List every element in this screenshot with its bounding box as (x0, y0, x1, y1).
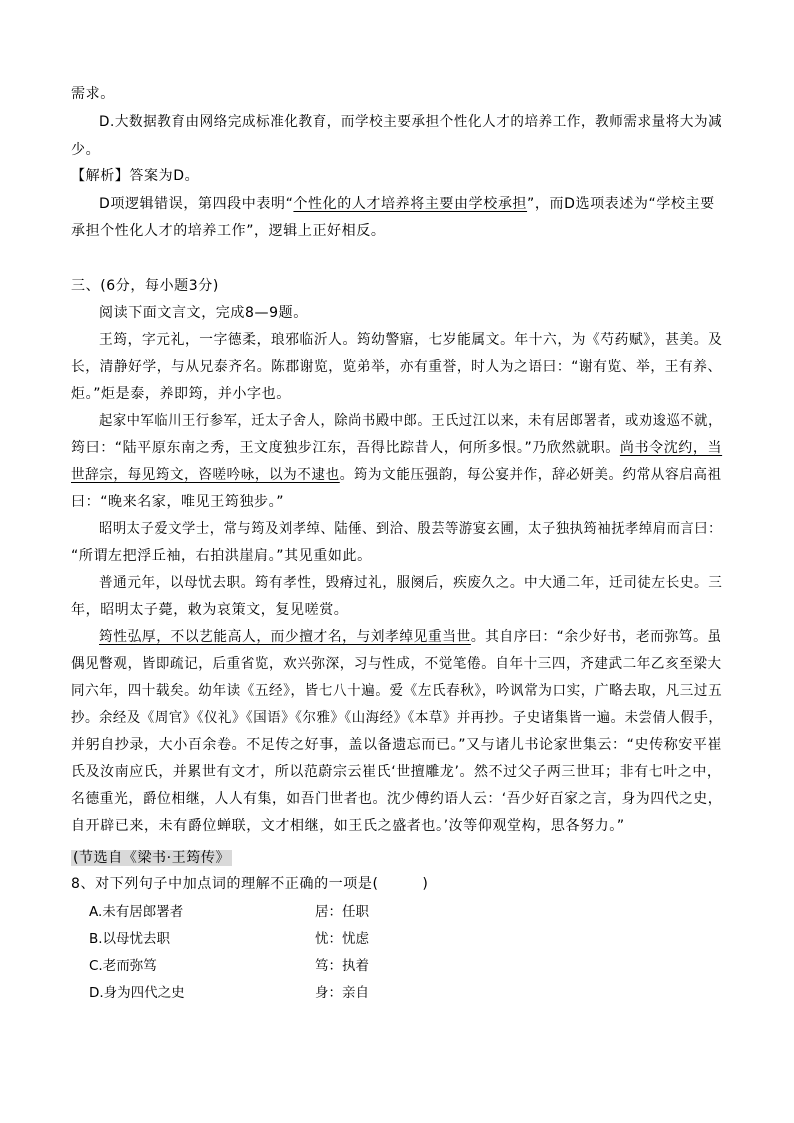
section-heading: 三、(6分，每小题3分) (71, 278, 219, 294)
passage-line: 偶见瞥观，皆即疏记，后重省览，欢兴弥深，习与性成，不觉笔倦。自年十三四，齐建武二年乙亥至梁大 (71, 656, 722, 672)
passage-line: 氏及汝南应氏，并累世有文才，所以范蔚宗云崔氏‘世擅雕龙’。然不过父子两三世耳；非有七叶之中， (71, 764, 722, 780)
text-line: 少。 (71, 142, 101, 158)
option-a-text: A.未有居郎署者 (89, 904, 184, 920)
underlined-sentence: 尚书令沈约，当 (619, 440, 723, 456)
source-highlight: (节选自《梁书·王筠传》 (73, 850, 231, 866)
passage-line: 抄。余经及《周官》《仪礼》《国语》《尔雅》《山海经》《本草》并再抄。子史诸集皆一遍。未尝倩人假手， (71, 710, 723, 726)
text-span: 。其自序曰：“余少好书，老而弥笃。虽 (470, 629, 722, 645)
passage-line (99, 627, 722, 647)
underlined-sentence: 世辞宗，每见筠文，咨嗟吟咏，以为不逮也 (71, 467, 340, 483)
text-span: 筠曰：“陆平原东南之秀，王文度独步江东，吾得比踪昔人，何所多恨。”乃欣然就职。 (71, 440, 620, 456)
passage-line: 长，清静好学，与从兄泰齐名。陈郡谢览，览弟举，亦有重誉，时人为之语曰：“谢有览、举，王有养、 (71, 359, 722, 375)
analysis-label: 【解析】答案为D。 (71, 168, 200, 184)
passage-line: 年，昭明太子薨，敕为哀策文，复见嗟赏。 (71, 602, 349, 618)
text-span: ”，而D选项表述为“学校主要 (527, 196, 715, 212)
passage-line: 并躬自抄录，大小百余卷。不足传之好事，盖以备遗忘而已。”又与诸儿书论家世集云：“史传称安平崔 (71, 737, 723, 753)
source-citation (71, 848, 232, 868)
passage-line: “所谓左把浮丘袖，右拍洪崖肩。”其见重如此。 (71, 548, 372, 564)
option-b-text: B.以母忧去职 (89, 931, 171, 947)
option-d-answer: 身：亲自 (315, 985, 369, 1001)
question-stem: 8、对下列句子中加点词的理解不正确的一项是( ) (71, 876, 429, 892)
text-span: 。筠为文能压强韵，每公宴并作，辞必妍美。约常从容启高祖 (339, 467, 722, 483)
passage-line: 普通元年，以母忧去职。筠有孝性，毁瘠过礼，服阕后，疾废久之。中大通二年，迁司徒左长史。三 (99, 575, 723, 591)
instruction: 阅读下面文言文，完成8—9题。 (99, 305, 308, 321)
option-d-text: D.身为四代之史 (89, 985, 185, 1001)
text-line (99, 194, 715, 214)
passage-line: 昭明太子爱文学士，常与筠及刘孝绰、陆倕、到洽、殷芸等游宴玄圃，太子独执筠袖抚孝绰肩而言曰： (99, 521, 722, 537)
option-c-text: C.老而弥笃 (89, 958, 157, 974)
text-line: 需求。 (71, 86, 115, 102)
option-a-answer: 居：任职 (315, 904, 369, 920)
passage-line: 同六年，四十载矣。幼年读《五经》，皆七八十遍。爱《左氏春秋》，吟讽常为口实，广略去取，凡三过五 (71, 683, 723, 699)
passage-line: 炬。”炬是泰，养即筠，并小字也。 (71, 386, 291, 402)
passage-line (71, 465, 722, 485)
passage-line: 名德重光，爵位相继，人人有集，如吾门世者也。沈少傅约语人云：‘吾少好百家之言，身为四代之史， (71, 791, 723, 807)
text-line: D.大数据教育由网络完成标准化教育，而学校主要承担个性化人才的培养工作，教师需求量将大为减 (99, 114, 723, 130)
passage-line: 自开辟已来，未有爵位蝉联，文才相继，如王氏之盛者也。’汝等仰观堂构，思各努力。” (71, 818, 625, 834)
underlined-sentence: 筠性弘厚，不以艺能高人，而少擅才名，与刘孝绰见重当世 (99, 629, 471, 645)
passage-line: 王筠，字元礼，一字德柔，琅邪临沂人。筠幼警寤，七岁能属文。年十六，为《芍药赋》，甚美。及 (99, 332, 723, 348)
text-span: D项逻辑错误，第四段中表明“ (99, 196, 294, 212)
passage-line: 曰：“晚来名家，唯见王筠独步。” (71, 494, 285, 510)
underlined-quote: 个性化的人才培养将主要由学校承担 (293, 196, 528, 212)
option-c-answer: 笃：执着 (315, 958, 369, 974)
text-line: 承担个性化人才的培养工作”，逻辑上正好相反。 (71, 223, 386, 239)
passage-line (71, 438, 722, 458)
passage-line: 起家中军临川王行参军，迁太子舍人，除尚书殿中郎。王氏过江以来，未有居郎署者，或劝逡巡不就， (99, 413, 722, 429)
option-b-answer: 忧：忧虑 (315, 931, 369, 947)
